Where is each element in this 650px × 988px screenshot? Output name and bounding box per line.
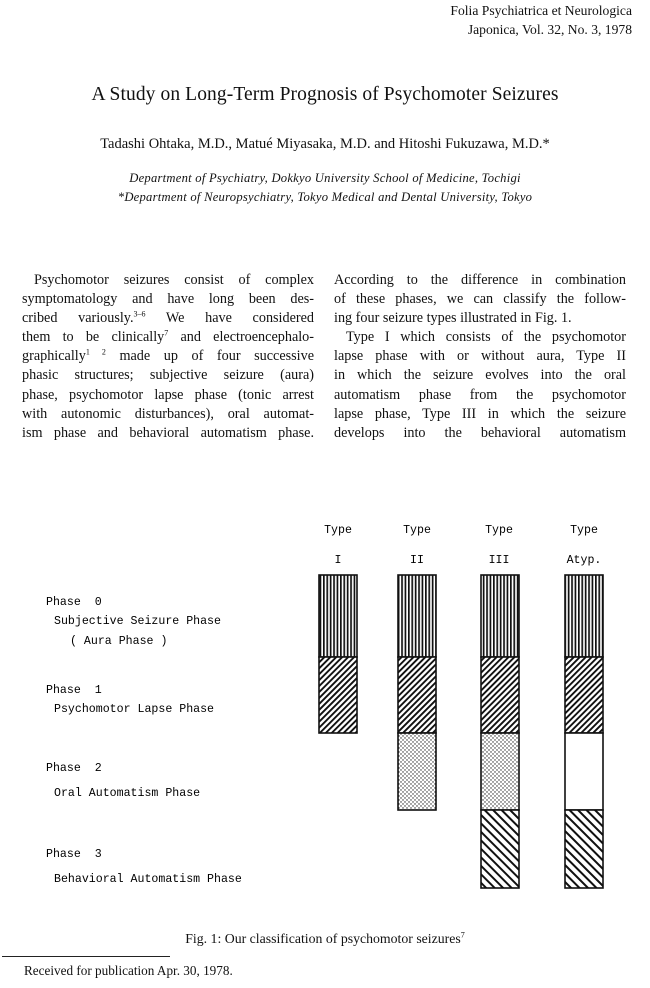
text-line: According to the difference in combination xyxy=(334,272,626,288)
text-line: Psychomotor seizures consist of complex xyxy=(34,272,314,288)
text-line: cribed variously.$^{3-6}$ We have considered xyxy=(22,309,315,327)
text-line: Type I which consists of the psychomotor xyxy=(346,329,626,346)
phase-bar-segment-crosshatch xyxy=(565,810,603,888)
phase-bars xyxy=(319,575,603,888)
text-line: phasic structures; subjective seizure (aura) xyxy=(22,367,314,384)
footnote-rule xyxy=(2,956,170,957)
phase-bar-segment-crosshatch xyxy=(481,810,519,888)
type-numeral: I xyxy=(334,554,342,567)
phase-bar-segment-diagonal xyxy=(319,657,357,733)
phase-label: Phase 0 xyxy=(46,596,102,609)
citation-ref: 7 xyxy=(460,930,465,940)
type-header: Type xyxy=(570,524,598,537)
affiliation-2: *Department of Neuropsychiatry, Tokyo Medical and Dental University, Tokyo xyxy=(117,190,533,204)
text-line: them to be clinically$^7$ and electroencephalo- xyxy=(22,328,314,346)
text-line: with autonomic disturbances), oral automat- xyxy=(22,405,314,422)
phase-bar-segment-dotted xyxy=(481,733,519,810)
phase-label: Phase 3 xyxy=(46,848,102,861)
text-line: graphically$^{1 2}$ made up of four successive xyxy=(22,347,314,365)
figure-1-seizure-classification xyxy=(0,505,650,900)
author-list: Tadashi Ohtaka, M.D., Matué Miyasaka, M.D. and Hitoshi Fukuzawa, M.D.* xyxy=(100,136,550,152)
type-numeral: II xyxy=(410,554,424,567)
phase-description: Oral Automatism Phase xyxy=(54,787,201,800)
phase-bar-segment-dotted xyxy=(398,733,436,810)
phase-bar-segment-vertical xyxy=(565,575,603,657)
paper-title: A Study on Long-Term Prognosis of Psychomoter Seizures xyxy=(91,84,559,105)
phase-description: ( Aura Phase ) xyxy=(70,635,168,648)
phase-bar-segment-diagonal xyxy=(481,657,519,733)
text-line: in which the seizure evolves into the oral xyxy=(334,367,626,384)
body-column-right xyxy=(334,271,626,443)
citation-ref: 1 2 xyxy=(85,347,106,357)
phase-bar-segment-vertical xyxy=(319,575,357,657)
phase-bar-segment-vertical xyxy=(398,575,436,657)
type-header: Type xyxy=(485,524,513,537)
phase-bar-segment-diagonal xyxy=(565,657,603,733)
text-line: phase, psychomotor lapse phase (tonic arrest xyxy=(22,386,314,403)
text-line: lapse phase with or without aura, Type II xyxy=(334,348,626,365)
phase-description: Psychomotor Lapse Phase xyxy=(54,703,215,716)
phase-bar-segment-blank xyxy=(565,733,603,810)
citation-ref: 7 xyxy=(164,328,169,338)
text-line: symptomatology and have long been des- xyxy=(22,291,314,308)
phase-bar-segment-diagonal xyxy=(398,657,436,733)
type-numeral: Atyp. xyxy=(566,554,602,567)
type-header: Type xyxy=(403,524,431,537)
text-line: ism phase and behavioral automatism phase. xyxy=(22,424,314,441)
type-header: Type xyxy=(324,524,352,537)
text-line: automatism phase from the psychomotor xyxy=(334,386,626,403)
journal-name: Folia Psychiatrica et Neurologica xyxy=(450,3,632,18)
phase-description: Behavioral Automatism Phase xyxy=(54,873,242,886)
text-line: lapse phase, Type III in which the seizure xyxy=(334,405,626,422)
journal-volume: Japonica, Vol. 32, No. 3, 1978 xyxy=(467,22,632,37)
phase-label: Phase 2 xyxy=(46,762,102,775)
received-date-footnote: Received for publication Apr. 30, 1978. xyxy=(24,963,233,978)
phase-bar-segment-vertical xyxy=(481,575,519,657)
text-line: of these phases, we can classify the follow- xyxy=(334,291,626,308)
phase-label: Phase 1 xyxy=(46,684,102,697)
affiliation-1: Department of Psychiatry, Dokkyo University School of Medicine, Tochigi xyxy=(129,171,521,185)
journal-citation xyxy=(450,1,632,39)
text-line: ing four seizure types illustrated in Fig. 1. xyxy=(334,310,572,327)
type-numeral: III xyxy=(488,554,510,567)
phase-description: Subjective Seizure Phase xyxy=(54,615,221,628)
figure-caption: Fig. 1: Our classification of psychomotor seizures$^7$ xyxy=(185,930,465,946)
body-column-left xyxy=(22,271,314,443)
citation-ref: 3–6 xyxy=(133,309,146,319)
text-line: develops into the behavioral automatism xyxy=(334,424,626,441)
